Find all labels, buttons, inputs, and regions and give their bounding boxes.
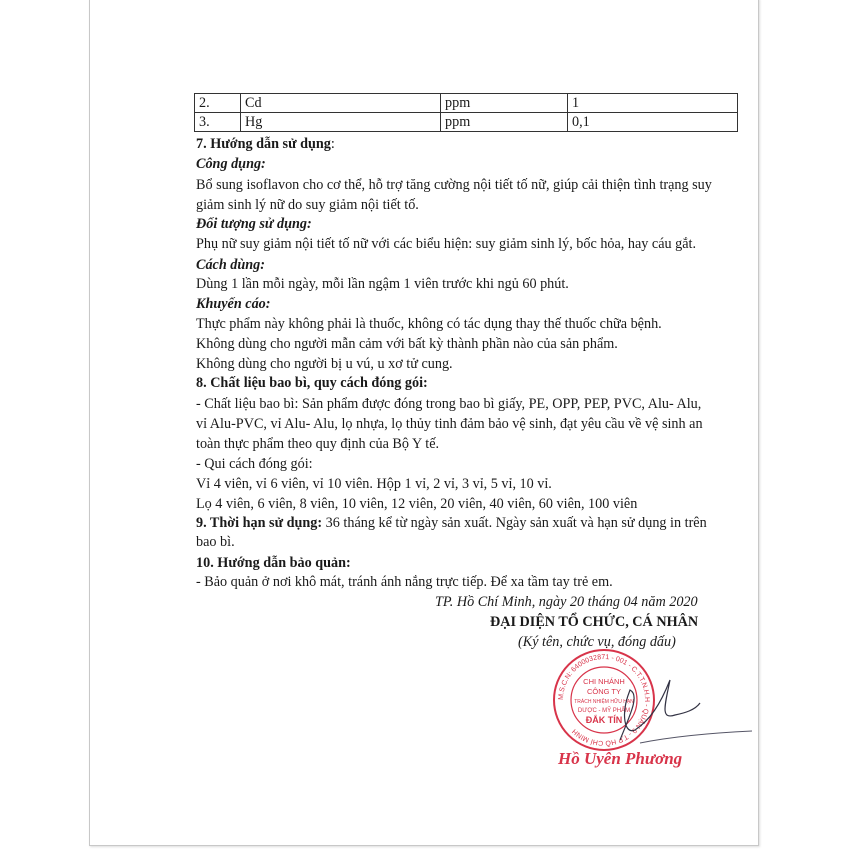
doi-tuong-label: Đối tượng sử dụng: xyxy=(196,216,312,232)
cell-value: 1 xyxy=(568,94,738,113)
packaging-line: - Chất liệu bao bì: Sản phẩm được đóng trong bao bì giấy, PE, OPP, PEP, PVC, Alu- Alu, xyxy=(196,396,702,412)
sign-title: ĐẠI DIỆN TỔ CHỨC, CÁ NHÂN xyxy=(490,614,699,630)
packaging-line: Lọ 4 viên, 6 viên, 8 viên, 10 viên, 12 viên, 20 viên, 40 viên, 60 viên, 100 viên xyxy=(196,496,638,512)
heading-text: 7. Hướng dẫn sử dụng xyxy=(196,136,331,152)
cell-value: 0,1 xyxy=(568,113,738,132)
colon: : xyxy=(330,136,335,152)
sign-date: TP. Hồ Chí Minh, ngày 20 tháng 04 năm 2020 xyxy=(435,594,698,610)
khuyen-cao-line: Không dùng cho người bị u vú, u xơ tử cung. xyxy=(196,356,453,372)
cong-dung-line: giảm sinh lý nữ do suy giảm nội tiết tố. xyxy=(196,197,419,213)
stamp-line: CÔNG TY xyxy=(586,687,622,696)
stamp-line: CHI NHÁNH xyxy=(583,677,625,686)
signer-name: Hồ Uyên Phương xyxy=(558,749,683,768)
section-10-text: - Bảo quản ở nơi khô mát, tránh ánh nắng trực tiếp. Để xa tầm tay trẻ em. xyxy=(196,574,613,590)
packaging-line: vỉ Alu-PVC, vỉ Alu- Alu, lọ nhựa, lọ thủy tinh đảm bảo vệ sinh, đạt yêu cầu về vệ sinh an xyxy=(196,416,703,432)
cell-name: Cd xyxy=(241,94,441,113)
packaging-line: toàn thực phẩm theo quy định của Bộ Y tế. xyxy=(196,436,440,452)
stamp-line: ĐẮK TÍN xyxy=(585,715,623,725)
stamp-ring-text: M.S.C.N: 6400032871 - 001 - C.T.T.N.H.H - QUẬN 9 - T.P HỒ CHÍ MINH xyxy=(557,653,651,747)
packaging-line: - Qui cách đóng gói: xyxy=(196,456,313,472)
cell-no: 3. xyxy=(195,113,241,132)
handwritten-signature xyxy=(600,675,760,755)
cong-dung-label: Công dụng: xyxy=(196,156,266,172)
cell-unit: ppm xyxy=(441,94,568,113)
khuyen-cao-line: Thực phẩm này không phải là thuốc, không có tác dụng thay thế thuốc chữa bệnh. xyxy=(196,316,662,332)
section-10-heading: 10. Hướng dẫn bảo quản: xyxy=(196,555,351,571)
packaging-line: Vỉ 4 viên, vỉ 6 viên, vỉ 10 viên. Hộp 1 vỉ, 2 vỉ, 3 vỉ, 5 vỉ, 10 vỉ. xyxy=(196,476,552,492)
section-9-text: 36 tháng kể từ ngày sản xuất. Ngày sản xuất và hạn sử dụng in trên xyxy=(322,515,707,531)
section-9-text-cont: bao bì. xyxy=(196,534,235,550)
table-row xyxy=(195,94,738,113)
khuyen-cao-label: Khuyến cáo: xyxy=(196,296,271,312)
section-9-heading: 9. Thời hạn sử dụng: xyxy=(196,515,323,531)
cong-dung-line: Bổ sung isoflavon cho cơ thể, hỗ trợ tăng cường nội tiết tố nữ, giúp cải thiện tình trạng suy xyxy=(196,177,712,193)
cell-no: 2. xyxy=(195,94,241,113)
stamp-line: DƯỢC - MỸ PHẨM xyxy=(577,708,631,714)
cell-unit: ppm xyxy=(441,113,568,132)
heavy-metals-table xyxy=(194,93,738,132)
cell-name: Hg xyxy=(241,113,441,132)
stamp-line: TRÁCH NHIỆM HỮU HẠN xyxy=(574,699,634,705)
doi-tuong-text: Phụ nữ suy giảm nội tiết tố nữ với các biểu hiện: suy giảm sinh lý, bốc hỏa, hay cáu gắt. xyxy=(196,236,697,252)
khuyen-cao-line: Không dùng cho người mẫn cảm với bất kỳ thành phần nào của sản phẩm. xyxy=(196,336,618,352)
table-row xyxy=(195,113,738,132)
cach-dung-label: Cách dùng: xyxy=(196,257,265,273)
cach-dung-text: Dùng 1 lần mỗi ngày, mỗi lần ngậm 1 viên trước khi ngủ 60 phút. xyxy=(196,276,569,292)
section-8-heading: 8. Chất liệu bao bì, quy cách đóng gói: xyxy=(196,375,428,391)
sign-note: (Ký tên, chức vụ, đóng dấu) xyxy=(518,634,676,650)
section-7-heading xyxy=(196,135,335,153)
section-9 xyxy=(196,514,707,532)
